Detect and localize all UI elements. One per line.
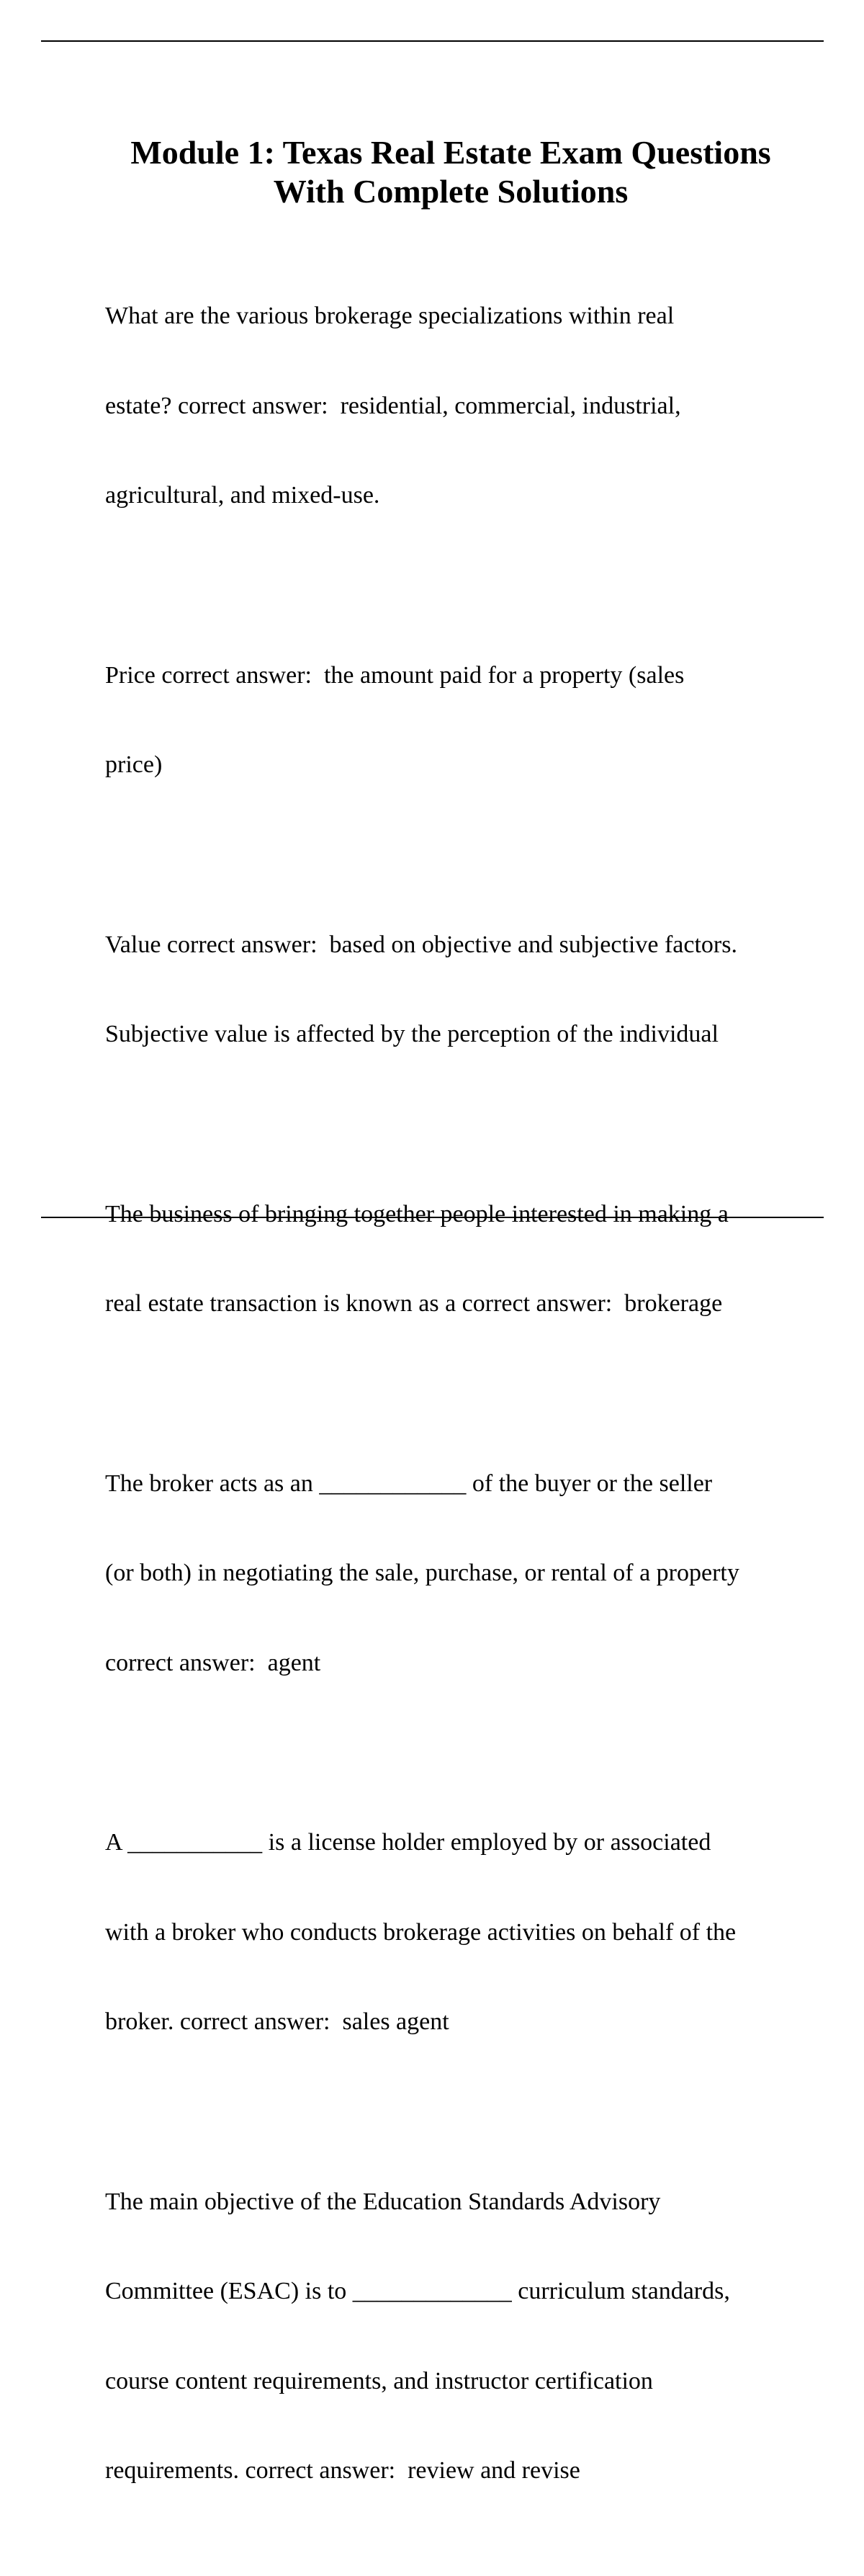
qa-item-agent: [105, 1409, 796, 1738]
qa-item-sales-agent: [105, 1768, 796, 2097]
qa-line: estate? correct answer: residential, commercial, industrial,: [105, 392, 681, 419]
qa-line: with a broker who conducts brokerage activities on behalf of the: [105, 1918, 737, 1946]
qa-line: (or both) in negotiating the sale, purchase, or rental of a property: [105, 1560, 739, 1586]
document-body: [105, 133, 796, 2576]
qa-line: The main objective of the Education Standards Advisory: [105, 2188, 661, 2215]
title-line-2: With Complete Solutions: [273, 173, 629, 210]
document-title: [105, 133, 796, 211]
qa-line: Price correct answer: the amount paid for a property (sales: [105, 661, 685, 689]
qa-line: agricultural, and mixed-use.: [105, 482, 380, 509]
qa-line: Subjective value is affected by the perception of the individual: [105, 1021, 719, 1047]
qa-line: A ___________ is a license holder employed by or associated: [105, 1829, 711, 1856]
qa-line: What are the various brokerage specializations within real: [105, 303, 675, 329]
qa-item-brokerage: [105, 1140, 796, 1379]
qa-line: broker. correct answer: sales agent: [105, 2008, 449, 2035]
qa-list: [105, 241, 796, 2546]
top-rule: [41, 40, 824, 42]
qa-item-esac: [105, 2127, 796, 2546]
qa-line: The business of bringing together people interested in making a: [105, 1200, 729, 1227]
qa-item-brokerage-specializations: [105, 241, 796, 571]
title-line-1: Module 1: Texas Real Estate Exam Questions: [130, 134, 771, 171]
qa-line: course content requirements, and instructor certification: [105, 2367, 653, 2394]
bottom-rule: [41, 1217, 824, 1218]
qa-item-price: [105, 601, 796, 840]
qa-line: Committee (ESAC) is to _____________ curriculum standards,: [105, 2278, 730, 2304]
qa-line: The broker acts as an ____________ of the buyer or the seller: [105, 1470, 713, 1497]
qa-line: requirements. correct answer: review and revise: [105, 2457, 580, 2484]
qa-line: real estate transaction is known as a correct answer: brokerage: [105, 1290, 723, 1317]
qa-item-value: [105, 870, 796, 1109]
qa-line: Value correct answer: based on objective and subjective factors.: [105, 931, 737, 958]
qa-line: price): [105, 751, 163, 778]
qa-line: correct answer: agent: [105, 1649, 321, 1676]
